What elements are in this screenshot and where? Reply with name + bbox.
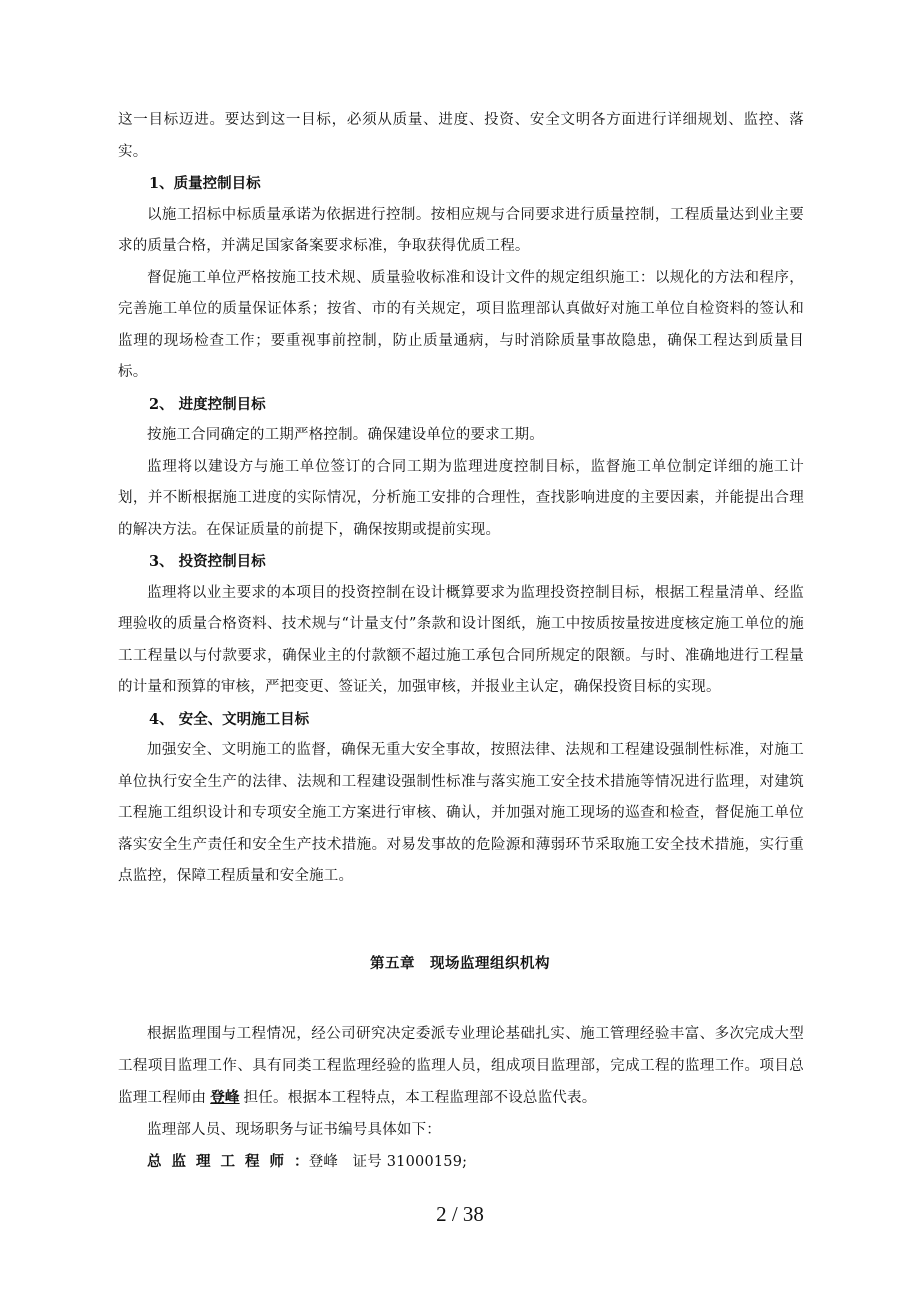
paragraph-schedule-2: 监理将以建设方与施工单位签订的合同工期为监理进度控制目标，监督施工单位制定详细的施工计划，并不断根据施工进度的实际情况，分析施工安排的合理性，查找影响进度的主要因素，并能提出合理的解决方法。在保证质量的前提下，确保按期或提前实现。 [118,458,804,538]
paragraph-staff-intro: 监理部人员、现场职务与证书编号具体如下： [147,1121,441,1138]
total-pages: 38 [462,1202,484,1226]
heading-quality-control: 1、质量控制目标 [149,175,261,192]
page-number: 2 [436,1202,447,1226]
role-label: 总监理工程师 [147,1153,294,1170]
paragraph-safety: 加强安全、文明施工的监督，确保无重大安全事故，按照法律、法规和工程建设强制性标准，对施工单位执行安全生产的法律、法规和工程建设强制性标准与落实施工安全技术措施等情况进行监理，对建筑工程施工组织设计和专项安全施工方案进行审核、确认，并加强对施工现场的巡查和检查，督促施工单位落实安全生产责任和安全生产技术措施。对易发事故的危险源和薄弱环节采取施工安全技术措施，实行重点监控，保障工程质量和安全施工。 [118,742,804,884]
paragraph-intro: 这一目标迈进。要达到这一目标，必须从质量、进度、投资、安全文明各方面进行详细规划、监控、落实。 [118,112,804,160]
paragraph-quality-2: 督促施工单位严格按施工技术规、质量验收标准和设计文件的规定组织施工：以规化的方法和程序，完善施工单位的质量保证体系；按省、市的有关规定，项目监理部认真做好对施工单位自检资料的签认和监理的现场检查工作；要重视事前控制，防止质量通病，与时消除质量事故隐患，确保工程达到质量目标。 [118,269,804,380]
role-person: 登峰 [308,1154,339,1170]
role-certificate: 证号 31000159; [352,1154,468,1170]
heading-safety-civilized: 4、 安全、文明施工目标 [149,710,310,728]
section-supervision-goals [118,105,804,893]
page-footer [0,1202,920,1227]
paragraph-investment: 监理将以业主要求的本项目的投资控制在设计概算要求为监理投资控制目标，根据工程量清单、经监理验收的质量合格资料、技术规与“计量支付”条款和设计图纸，施工中按质按量按进度核定施工单位的施工工程量以与付款要求，确保业主的付款额不超过施工承包合同所规定的限额。与时、准确地进行工程量的计量和预算的审核，严把变更、签证关，加强审核，并报业主认定，确保投资目标的实现。 [118,584,804,695]
chief-supervisor-name: 登峰 [210,1089,240,1106]
organization-text-after: 担任。根据本工程特点，本工程监理部不设总监代表。 [243,1090,597,1106]
staff-row-chief [118,1146,804,1179]
chapter-title: 第五章 现场监理组织机构 [370,955,550,972]
role-colon: ： [294,1153,309,1170]
page-separator: / [446,1202,463,1226]
paragraph-schedule-1: 按施工合同确定的工期严格控制。确保建设单位的要求工期。 [147,427,544,443]
section-organization [118,1019,804,1179]
organization-text-before: 根据监理围与工程情况，经公司研究决定委派专业理论基础扎实、施工管理经验丰富、多次完成大型工程项目监理工作、具有同类工程监理经验的监理人员，组成项目监理部，完成工程的监理工作。项目总监理工程师由 [118,1026,804,1106]
heading-investment-control: 3、 投资控制目标 [149,553,266,570]
paragraph-organization [118,1019,804,1115]
paragraph-quality-1: 以施工招标中标质量承诺为依据进行控制。按相应规与合同要求进行质量控制，工程质量达到业主要求的质量合格，并满足国家备案要求标准，争取获得优质工程。 [118,206,804,254]
heading-schedule-control: 2、 进度控制目标 [149,395,266,413]
